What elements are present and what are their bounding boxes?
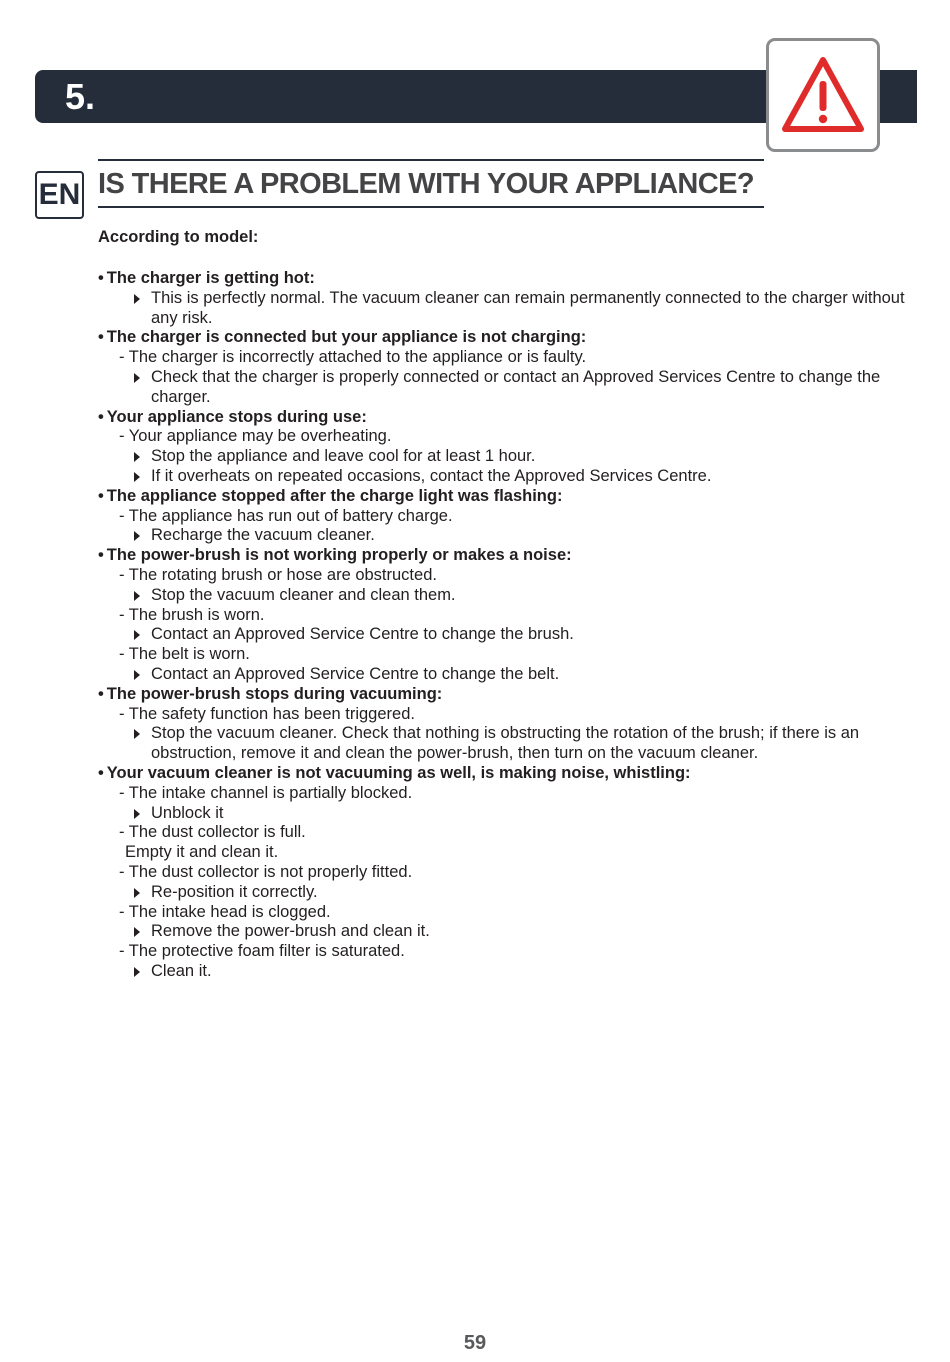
language-badge: EN bbox=[35, 171, 84, 219]
problem-text: The charger is getting hot: bbox=[106, 269, 315, 287]
remedy-item bbox=[98, 526, 910, 546]
bullet-icon: • bbox=[98, 684, 104, 703]
remedy-text: Contact an Approved Service Centre to change the brush. bbox=[151, 625, 574, 644]
section-number: 5. bbox=[65, 76, 96, 117]
remedy-item bbox=[98, 922, 910, 942]
problem-heading bbox=[98, 764, 910, 784]
remedy-item bbox=[98, 724, 910, 764]
remedy-text: Check that the charger is properly connected or contact an Approved Services Centre to change the charger. bbox=[151, 367, 881, 406]
remedy-text: Stop the vacuum cleaner. Check that nothing is obstructing the rotation of the brush; if there is an obstruction, remove it and clean the power-brush, then turn on the vacuum cleaner. bbox=[151, 724, 860, 763]
arrow-right-icon bbox=[134, 472, 140, 482]
problem-heading bbox=[98, 546, 910, 566]
cause-text: - The appliance has run out of battery charge. bbox=[119, 506, 453, 525]
bullet-icon: • bbox=[98, 328, 104, 347]
cause-text: - The safety function has been triggered. bbox=[119, 704, 415, 723]
remedy-text: This is perfectly normal. The vacuum cleaner can remain permanently connected to the charger without any risk. bbox=[151, 288, 905, 327]
cause-text: - The belt is worn. bbox=[119, 645, 250, 664]
remedy-item bbox=[98, 368, 910, 408]
remedy-text: Re-position it correctly. bbox=[151, 882, 318, 901]
remedy-text: Remove the power-brush and clean it. bbox=[151, 922, 430, 941]
problem-text: Your appliance stops during use: bbox=[106, 407, 367, 426]
arrow-right-icon bbox=[134, 630, 140, 640]
warning-badge bbox=[766, 38, 880, 152]
problem-text: The charger is connected but your appliance is not charging: bbox=[106, 328, 587, 347]
problem-heading bbox=[98, 328, 910, 348]
cause-text: - The dust collector is not properly fitted. bbox=[119, 862, 413, 881]
problem-text: The power-brush stops during vacuuming: bbox=[106, 684, 443, 703]
arrow-right-icon bbox=[134, 888, 140, 898]
remedy-item bbox=[98, 962, 910, 982]
problem-heading bbox=[98, 487, 910, 507]
arrow-right-icon bbox=[134, 294, 140, 304]
problem-text: The power-brush is not working properly or makes a noise: bbox=[106, 546, 572, 565]
problem-text: Your vacuum cleaner is not vacuuming as well, is making noise, whistling: bbox=[106, 763, 691, 782]
page-number: 59 bbox=[463, 1332, 487, 1354]
remedy-text: Empty it and clean it. bbox=[125, 843, 279, 862]
remedy-item bbox=[98, 883, 910, 903]
warning-exclamation-bar bbox=[820, 81, 827, 111]
remedy-item bbox=[98, 804, 910, 824]
arrow-right-icon bbox=[134, 531, 140, 541]
arrow-right-icon bbox=[134, 452, 140, 462]
remedy-text: Recharge the vacuum cleaner. bbox=[151, 526, 375, 545]
arrow-right-icon bbox=[134, 591, 140, 601]
remedy-item bbox=[98, 447, 910, 467]
intro-text: According to model: bbox=[98, 228, 259, 246]
bullet-icon: • bbox=[98, 269, 104, 287]
arrow-right-icon bbox=[134, 373, 140, 383]
remedy-text: Clean it. bbox=[151, 961, 212, 980]
bullet-icon: • bbox=[98, 407, 104, 426]
remedy-text: If it overheats on repeated occasions, contact the Approved Services Centre. bbox=[151, 466, 712, 485]
bullet-icon: • bbox=[98, 763, 104, 782]
cause-text: - The charger is incorrectly attached to the appliance or is faulty. bbox=[119, 348, 587, 367]
arrow-right-icon bbox=[134, 729, 140, 739]
title-rule-top bbox=[98, 159, 764, 161]
bullet-icon: • bbox=[98, 546, 104, 565]
arrow-right-icon bbox=[134, 809, 140, 819]
remedy-text: Contact an Approved Service Centre to change the belt. bbox=[151, 664, 560, 683]
arrow-right-icon bbox=[134, 967, 140, 977]
arrow-right-icon bbox=[134, 927, 140, 937]
remedy-text: Stop the appliance and leave cool for at least 1 hour. bbox=[151, 447, 536, 466]
problem-heading bbox=[98, 269, 910, 289]
cause-text: - The protective foam filter is saturated. bbox=[119, 942, 405, 961]
arrow-right-icon bbox=[134, 670, 140, 680]
remedy-item bbox=[98, 625, 910, 645]
warning-exclamation-dot bbox=[819, 115, 827, 123]
remedy-item bbox=[98, 665, 910, 685]
cause-text: - The intake channel is partially blocked. bbox=[119, 783, 413, 802]
warning-triangle-icon bbox=[780, 53, 866, 139]
remedy-item bbox=[98, 467, 910, 487]
bullet-icon: • bbox=[98, 486, 104, 505]
cause-text: - The intake head is clogged. bbox=[119, 902, 331, 921]
cause-text: - The rotating brush or hose are obstructed. bbox=[119, 565, 437, 584]
title-rule-bottom bbox=[98, 206, 764, 208]
remedy-text: Stop the vacuum cleaner and clean them. bbox=[151, 585, 456, 604]
problem-heading bbox=[98, 408, 910, 428]
page-title: IS THERE A PROBLEM WITH YOUR APPLIANCE? bbox=[98, 168, 754, 200]
troubleshooting-content bbox=[98, 227, 910, 982]
problem-text: The appliance stopped after the charge light was flashing: bbox=[106, 486, 563, 505]
cause-text: - Your appliance may be overheating. bbox=[119, 427, 392, 446]
remedy-item bbox=[98, 586, 910, 606]
remedy-text: Unblock it bbox=[151, 803, 224, 822]
cause-text: - The brush is worn. bbox=[119, 605, 265, 624]
troubleshooting-list bbox=[98, 269, 910, 982]
remedy-item bbox=[98, 289, 910, 329]
cause-text: - The dust collector is full. bbox=[119, 823, 306, 842]
problem-heading bbox=[98, 685, 910, 705]
